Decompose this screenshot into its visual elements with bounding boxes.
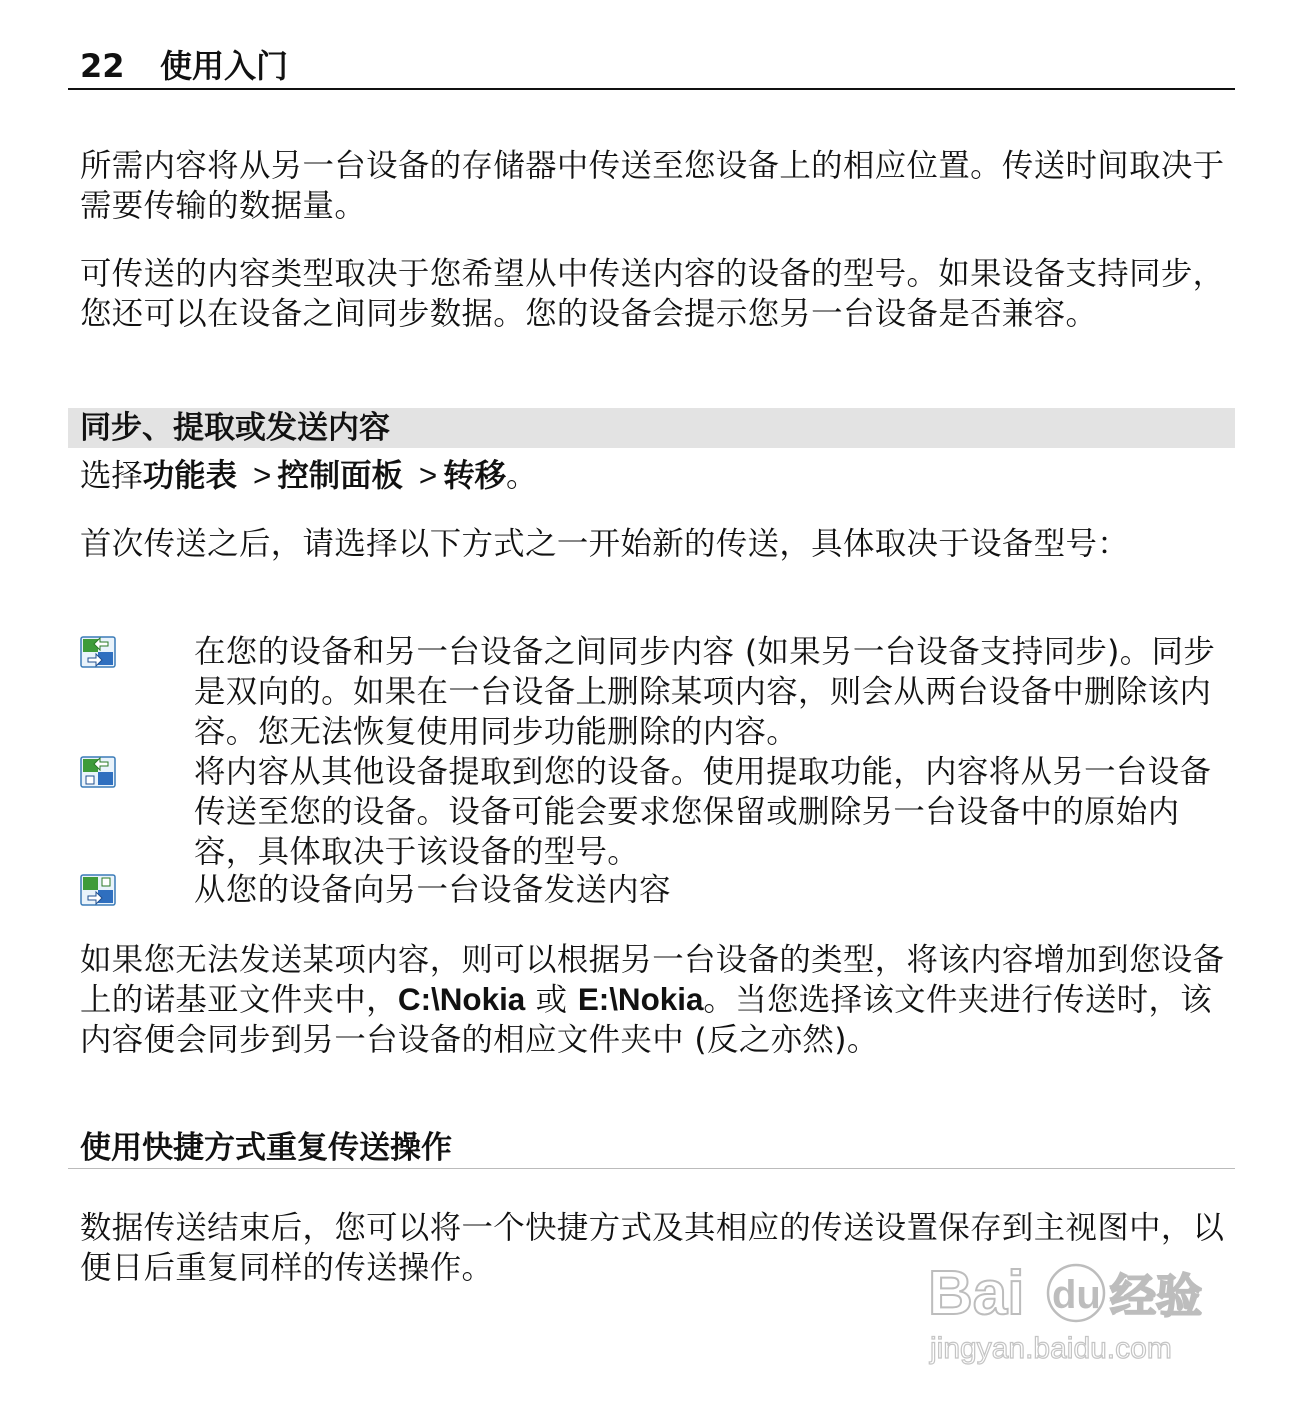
- menu-path-suffix: 。: [506, 458, 538, 494]
- shortcut-paragraph: 数据传送结束后，您可以将一个快捷方式及其相应的传送设置保存到主视图中，以便日后重复同样的传送操作。: [80, 1210, 1225, 1286]
- option-send-text: 从您的设备向另一台设备发送内容: [194, 872, 671, 908]
- menu-item-control-panel: 控制面板: [277, 458, 403, 494]
- page-header: [68, 44, 1235, 90]
- svg-text:经验: 经验: [1110, 1269, 1202, 1323]
- section-heading-bar: [68, 408, 1235, 448]
- folder-path-c: C:\Nokia: [397, 982, 526, 1017]
- retrieve-icon: [80, 756, 116, 788]
- menu-item-transfer: 转移: [443, 458, 507, 494]
- folder-path-e: E:\Nokia: [577, 982, 704, 1017]
- menu-path-prefix: 选择: [80, 458, 143, 494]
- svg-text:Bai: Bai: [928, 1259, 1025, 1328]
- chapter-title: 使用入门: [160, 47, 289, 85]
- menu-item-functions: 功能表: [142, 458, 237, 494]
- folder-note-or: 或: [525, 982, 578, 1018]
- svg-text:jingyan.baidu.com: jingyan.baidu.com: [930, 1332, 1172, 1365]
- intro-paragraph-2: 可传送的内容类型取决于您希望从中传送内容的设备的型号。如果设备支持同步，您还可以在设备之间同步数据。您的设备会提示您另一台设备是否兼容。: [80, 256, 1225, 332]
- heading-divider: [68, 1168, 1235, 1169]
- baidu-watermark-logo: [924, 1252, 1224, 1370]
- menu-path: [80, 456, 537, 496]
- page-number: 22: [80, 47, 125, 85]
- section-heading: 同步、提取或发送内容: [80, 410, 390, 446]
- menu-separator: >: [418, 458, 438, 493]
- shortcut-heading: 使用快捷方式重复传送操作: [80, 1130, 452, 1166]
- folder-note-part-2: 。当您选择该文件夹进行传送时，该内容便会同步到另一台设备的相应文件夹中 (反之亦然)。: [80, 982, 1213, 1058]
- menu-separator: >: [252, 458, 272, 493]
- intro-paragraph-1: 所需内容将从另一台设备的存储器中传送至您设备上的相应位置。传送时间取决于需要传输的数据量。: [80, 148, 1225, 224]
- after-first-transfer-text: 首次传送之后，请选择以下方式之一开始新的传送，具体取决于设备型号：: [80, 526, 1130, 562]
- option-sync-text: 在您的设备和另一台设备之间同步内容 (如果另一台设备支持同步)。同步是双向的。如果在一台设备上删除某项内容，则会从两台设备中删除该内容。您无法恢复使用同步功能删除的内容。: [194, 634, 1216, 750]
- option-retrieve-text: 将内容从其他设备提取到您的设备。使用提取功能，内容将从另一台设备传送至您的设备。设备可能会要求您保留或删除另一台设备中的原始内容，具体取决于该设备的型号。: [194, 754, 1212, 870]
- folder-note-part-1: 如果您无法发送某项内容，则可以根据另一台设备的类型，将该内容增加到您设备上的诺基亚文件夹中，: [80, 942, 1225, 1018]
- sync-icon: [80, 636, 116, 668]
- send-icon: [80, 874, 116, 906]
- folder-note-paragraph: [80, 940, 1226, 1060]
- svg-text:du: du: [1052, 1273, 1101, 1317]
